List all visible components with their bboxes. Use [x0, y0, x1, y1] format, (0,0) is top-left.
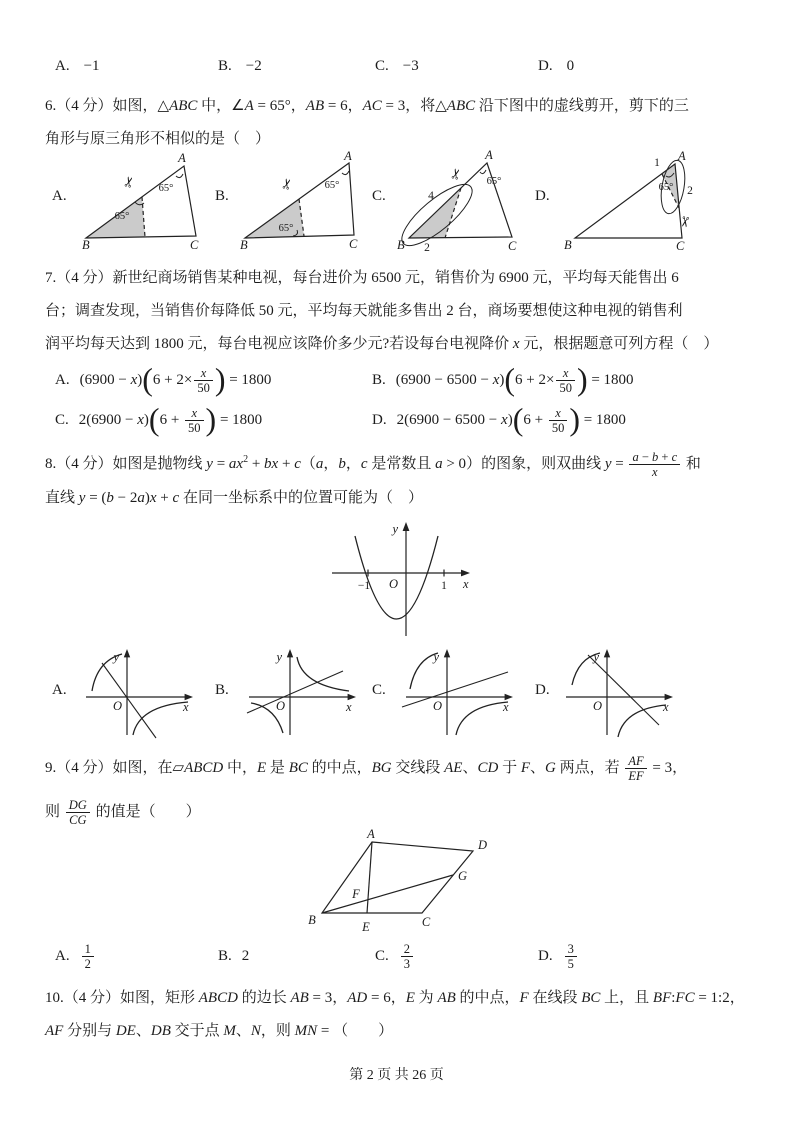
q9-option-c-label: C.: [375, 948, 389, 964]
q7-stem-line1: 7.（4 分）新世纪商场销售某种电视，每台进价为 6500 元，销售价为 6900 元，平均每天能售出 6: [45, 270, 679, 286]
q9-option-c: [375, 934, 415, 978]
side-bc-length-label: 2: [424, 242, 430, 254]
angle-arc-a: [480, 170, 486, 174]
q7-option-c-label: C.: [55, 412, 69, 428]
y-axis-arrow: [124, 649, 130, 657]
y-axis-arrow: [604, 649, 610, 657]
q8-stem-line2: 直线 y = (b − 2a)x + c 在同一坐标系中的位置可能为（ ）: [45, 490, 423, 506]
point-f-label: F: [352, 887, 360, 901]
hyperbola-branch-q4: [456, 702, 508, 735]
y-axis-arrow: [403, 522, 410, 531]
vertex-a-label: A: [485, 148, 493, 162]
angle-cut-label: 65°: [278, 223, 294, 234]
option-c: [375, 58, 419, 75]
option-a-label: A.: [55, 58, 70, 74]
origin-label: O: [388, 577, 398, 591]
q9-option-a-label: A.: [55, 948, 70, 964]
q6-figure-b: [240, 149, 370, 252]
angle-a-label: 65°: [324, 180, 340, 191]
option-b: [218, 58, 262, 75]
option-d: [538, 58, 574, 75]
q6-stem-line2: 角形与原三角形不相似的是（ ）: [45, 131, 271, 147]
question7-stem: [45, 262, 718, 361]
q7-option-b-equation: (6900 − 6500 − x)(6 + 2× $\frac{x}{50}$ ) = 1800: [395, 360, 634, 397]
option-d-label: D.: [538, 58, 553, 74]
q7-option-c: [55, 398, 262, 442]
q9-option-b: [218, 934, 249, 978]
line-graph: [588, 655, 659, 725]
segment-1-label: 1: [654, 157, 660, 169]
y-axis-label: y: [433, 650, 439, 664]
q7-option-c-equation: 2(6900 − x)(6 + $\frac{x}{50}$ ) = 1800: [78, 400, 263, 437]
angle-cut-label: 65°: [114, 211, 130, 222]
y-axis-label: y: [276, 650, 282, 664]
q7-option-d-equation: 2(6900 − 6500 − x)(6 + $\frac{x}{50}$ ) = 1800: [396, 400, 626, 437]
x-axis-label: x: [503, 700, 509, 714]
segment-ae: [367, 842, 372, 913]
scissors-icon: ✂: [675, 214, 693, 229]
vertex-b-label: B: [82, 238, 90, 252]
q9-parallelogram-figure: [292, 828, 502, 936]
origin-label: O: [592, 699, 602, 713]
vertex-c-label: C: [349, 237, 358, 251]
option-c-value: −3: [402, 58, 419, 74]
vertex-d-label: D: [478, 838, 488, 852]
q8-option-b-graph: [245, 645, 360, 741]
q6-figure-a: [78, 152, 208, 252]
segment-bg: [322, 875, 453, 913]
option-a-value: −1: [83, 58, 100, 74]
option-a: [55, 58, 100, 75]
angle-arc-a: [342, 171, 349, 175]
q9-option-d: [538, 934, 579, 978]
q8-option-d-graph: [562, 645, 677, 741]
scissors-icon: ✂: [120, 174, 140, 190]
q7-option-d: [372, 398, 626, 442]
vertex-a-label: A: [367, 827, 375, 841]
q7-option-b: [372, 358, 634, 402]
q10-stem-line2: AF 分别与 DE、DB 交于点 M、N，则 MN = （ ）: [45, 1023, 394, 1039]
q7-stem-line2: 台；调查发现，当销售价每降低 50 元，平均每天就能多售出 2 台，商场要想使这种电视的销售利: [45, 303, 683, 319]
q8-option-a-graph: [82, 645, 197, 741]
vertex-b-label: B: [308, 913, 316, 927]
line-graph: [247, 671, 343, 713]
angle-a-label: 65°: [658, 182, 674, 193]
vertex-c-label: C: [508, 239, 517, 253]
question9-stem: [45, 746, 687, 834]
x-axis-label: x: [183, 700, 189, 714]
q8-stem-line1: 8.（4 分）如图是抛物线 $y = ax^2$ + bx + c（a，b，c 是常数且 a > 0）的图象，则双曲线 y = $\frac{a - b + c}{x}$ 和: [45, 449, 701, 480]
option-b-value: −2: [245, 58, 262, 74]
origin-label: O: [275, 699, 285, 713]
tick-neg1-label: −1: [357, 580, 371, 592]
point-e-label: E: [362, 920, 370, 934]
q8-option-d-label: D.: [535, 682, 550, 698]
q7-stem-line3: 润平均每天达到 1800 元，每台电视应该降价多少元?若设每台电视降价 x 元，根据题意可列方程（ ）: [45, 336, 719, 352]
q7-option-a-label: A.: [55, 372, 70, 388]
option-b-label: B.: [218, 58, 232, 74]
q8-parabola-graph: [318, 516, 478, 642]
q6-figure-a-option-label: A.: [52, 188, 67, 204]
q10-stem-line1: 10.（4 分）如图，矩形 ABCD 的边长 AB = 3，AD = 6，E 为 AB 的中点，F 在线段 BC 上，且 BF:FC = 1:2，: [45, 990, 745, 1006]
scissors-icon: ✂: [447, 166, 467, 182]
q9-option-c-value: $\frac{2}{3}$: [399, 948, 415, 964]
q9-stem-line1: 9.（4 分）如图，在▱ABCD 中，E 是 BC 的中点，BG 交线段 AE、CD 于 F、G 两点，若 $\frac{AF}{EF}$ = 3，: [45, 753, 688, 784]
q9-option-b-label: B.: [218, 948, 232, 964]
q8-option-a-label: A.: [52, 682, 67, 698]
y-axis-label: y: [593, 650, 599, 664]
q8-option-b-label: B.: [215, 682, 229, 698]
y-axis-label: y: [113, 650, 119, 664]
q7-option-a-equation: (6900 − x)(6 + 2× $\frac{x}{50}$ ) = 1800: [79, 360, 272, 397]
vertex-b-label: B: [564, 238, 572, 252]
origin-label: O: [432, 699, 442, 713]
q8-option-c-graph: [402, 645, 517, 741]
side-ab-length-label: 4: [428, 190, 434, 202]
segment-2-label: 2: [687, 185, 693, 197]
parallelogram-outline: [322, 842, 473, 913]
x-axis-label: x: [663, 700, 669, 714]
q6-figure-d-option-label: D.: [535, 188, 550, 204]
angle-a-label: 65°: [158, 183, 174, 194]
vertex-c-label: C: [421, 915, 431, 929]
q6-stem-line1: 6.（4 分）如图，△ABC 中，∠A = 65°，AB = 6，AC = 3，将△ABC 沿下图中的虚线剪开，剪下的三: [45, 98, 689, 114]
vertex-b-label: B: [397, 238, 405, 252]
q8-option-c-label: C.: [372, 682, 386, 698]
y-axis-arrow: [287, 649, 293, 657]
vertex-c-label: C: [676, 239, 685, 253]
x-axis-label: x: [463, 577, 469, 591]
x-axis-label: x: [346, 700, 352, 714]
question5-options-row: [0, 58, 793, 86]
angle-arc-a: [176, 174, 183, 178]
option-d-value: 0: [566, 58, 575, 74]
question6-stem: [45, 90, 689, 156]
q7-option-b-label: B.: [372, 372, 386, 388]
q7-option-d-label: D.: [372, 412, 387, 428]
origin-label: O: [112, 699, 122, 713]
question8-stem: [45, 438, 701, 515]
q6-figure-b-option-label: B.: [215, 188, 229, 204]
q6-figure-c-option-label: C.: [372, 188, 386, 204]
q6-figure-c: [395, 150, 523, 254]
x-axis-arrow: [461, 570, 470, 577]
scissors-icon: ✂: [278, 176, 298, 192]
question10-stem: [45, 982, 745, 1048]
hyperbola-branch-q1: [297, 657, 349, 691]
q6-figure-d: [550, 150, 705, 254]
line-graph: [402, 672, 508, 707]
q9-option-a-value: $\frac{1}{2}$: [80, 948, 96, 964]
y-axis-label: y: [392, 522, 398, 536]
angle-a-label: 65°: [486, 176, 502, 187]
tick-pos1-label: 1: [441, 580, 447, 592]
page-footer: 第 2 页 共 26 页: [349, 1068, 444, 1083]
q9-option-a: [55, 934, 96, 978]
q9-stem-line2: 则 $\frac{DG}{CG}$ 的值是（ ）: [45, 797, 201, 828]
vertex-a-label: A: [178, 151, 186, 165]
point-g-label: G: [458, 869, 468, 883]
line-graph: [102, 663, 156, 738]
hyperbola-branch-q4: [618, 705, 666, 737]
q9-option-b-value: 2: [241, 948, 250, 964]
q7-option-a: [55, 358, 271, 402]
q9-option-d-label: D.: [538, 948, 553, 964]
vertex-b-label: B: [240, 238, 248, 252]
vertex-a-label: A: [344, 149, 352, 163]
q9-option-d-value: $\frac{3}{5}$: [563, 948, 579, 964]
option-c-label: C.: [375, 58, 389, 74]
vertex-c-label: C: [190, 238, 199, 252]
vertex-a-label: A: [678, 149, 686, 163]
y-axis-arrow: [444, 649, 450, 657]
hyperbola-branch-q4: [133, 702, 188, 735]
